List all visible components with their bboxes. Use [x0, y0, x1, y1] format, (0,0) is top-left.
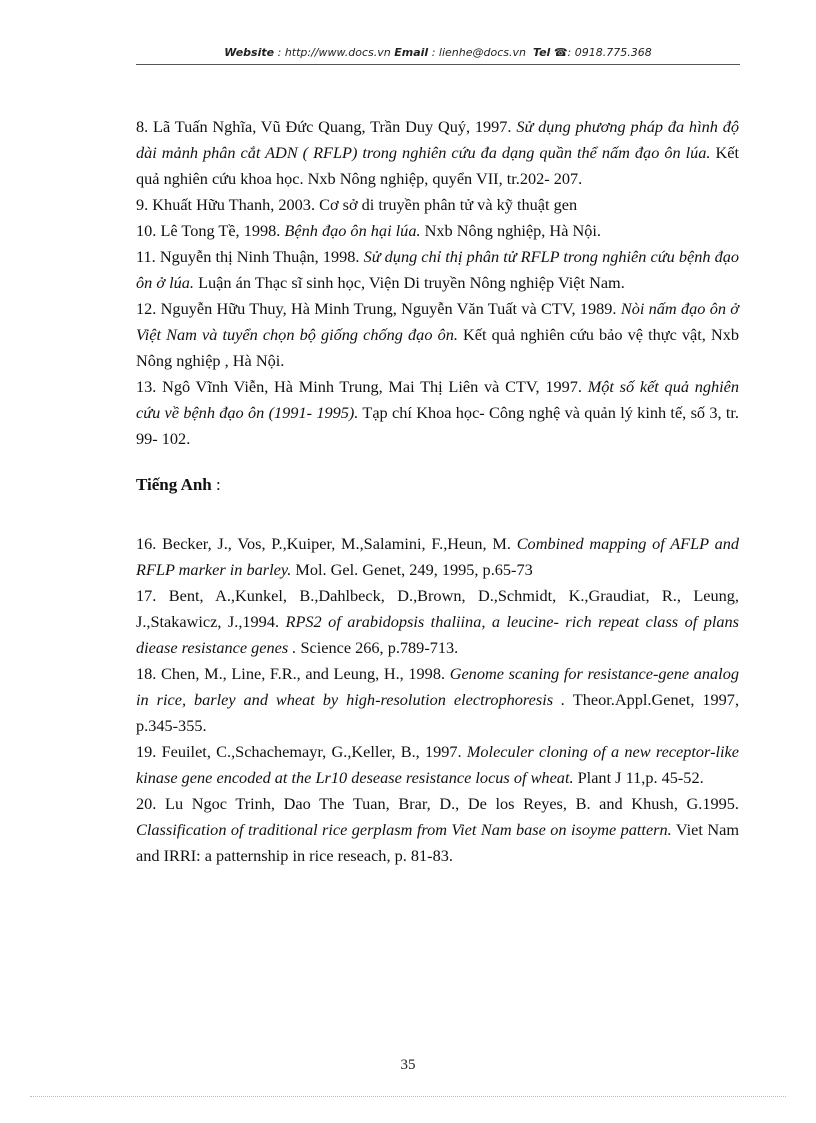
vietnamese-references: [136, 114, 739, 452]
reference-details: Luận án Thạc sĩ sinh học, Viện Di truyền Nông nghiệp Việt Nam.: [198, 273, 625, 292]
reference-details: Plant J 11,p. 45-52.: [577, 768, 704, 787]
reference-item: [136, 374, 739, 452]
reference-item: [136, 531, 739, 583]
reference-details: Viet Nam and IRRI: a patternship in rice reseach, p. 81-83.: [136, 820, 740, 865]
email-label: Email: [394, 46, 429, 59]
header-divider: [136, 64, 740, 65]
reference-details: Kết quả nghiên cứu bảo vệ thực vật, Nxb Nông nghiệp , Hà Nội.: [136, 325, 740, 370]
tel-label: Tel: [532, 46, 551, 59]
reference-authors: Bent, A.,Kunkel, B.,Dahlbeck, D.,Brown, D.,Schmidt, K.,Graudiat, R., Leung, J.,Stakawicz, J.,1994.: [136, 586, 739, 631]
reference-item: [136, 296, 739, 374]
reference-authors: Lê Tong Tề, 1998.: [160, 221, 281, 240]
website-label: Website: [224, 46, 275, 59]
reference-title: Bệnh đạo ôn hại lúa.: [284, 221, 421, 240]
reference-item: [136, 218, 739, 244]
reference-number: 17.: [136, 586, 157, 605]
reference-item: [136, 114, 739, 192]
reference-number: 9.: [136, 195, 149, 214]
reference-number: 12.: [136, 299, 157, 318]
reference-title: RPS2 of arabidopsis thaliina, a leucine- rich repeat class of plans diease resistance genes .: [136, 612, 739, 657]
reference-title: Moleculer cloning of a new receptor-like kinase gene encoded at the Lr10 desease resistance locus of wheat.: [136, 742, 739, 787]
reference-title: Một số kết quả nghiên cứu về bệnh đạo ôn (1991- 1995).: [136, 377, 740, 422]
reference-details: Tạp chí Khoa học- Công nghệ và quản lý kinh tế, số 3, tr. 99- 102.: [136, 403, 739, 448]
reference-details: Science 266, p.789-713.: [300, 638, 459, 657]
english-references: [136, 531, 739, 869]
reference-item: [136, 583, 739, 661]
reference-number: 19.: [136, 742, 157, 761]
page-number: 35: [400, 1057, 416, 1073]
tel-value: 0918.775.368: [574, 46, 652, 59]
reference-number: 10.: [136, 221, 157, 240]
reference-details: Nxb Nông nghiệp, Hà Nội.: [424, 221, 601, 240]
reference-authors: Khuất Hữu Thanh, 2003. Cơ sở di truyền phân tử và kỹ thuật gen: [152, 195, 578, 214]
reference-authors: Nguyễn Hữu Thuy, Hà Minh Trung, Nguyễn Văn Tuất và CTV, 1989.: [160, 299, 617, 318]
reference-title: Combined mapping of AFLP and RFLP marker in barley.: [136, 534, 739, 579]
reference-number: 13.: [136, 377, 157, 396]
website-url[interactable]: http://www.docs.vn: [284, 46, 391, 59]
reference-authors: Becker, J., Vos, P.,Kuiper, M.,Salamini, F.,Heun, M.: [162, 534, 511, 553]
reference-item: [136, 244, 739, 296]
reference-number: 16.: [136, 534, 157, 553]
reference-authors: Nguyễn thị Ninh Thuận, 1998.: [159, 247, 360, 266]
reference-details: Theor.Appl.Genet, 1997, p.345-355.: [136, 690, 740, 735]
reference-authors: Ngô Vĩnh Viễn, Hà Minh Trung, Mai Thị Liên và CTV, 1997.: [162, 377, 582, 396]
reference-item: [136, 192, 739, 218]
reference-item: [136, 791, 739, 869]
reference-item: [136, 661, 739, 739]
email-value[interactable]: lienhe@docs.vn: [438, 46, 526, 59]
reference-title: Nòi nấm đạo ôn ở Việt Nam và tuyển chọn bộ giống chống đạo ôn.: [136, 299, 739, 344]
reference-title: Classification of traditional rice gerplasm from Viet Nam base on isoyme pattern.: [136, 820, 672, 839]
reference-number: 11.: [136, 247, 156, 266]
reference-authors: Lu Ngoc Trinh, Dao The Tuan, Brar, D., De los Reyes, B. and Khush, G.1995.: [165, 794, 739, 813]
reference-details: Mol. Gel. Genet, 249, 1995, p.65-73: [295, 560, 533, 579]
section-heading: Tiếng Anh :: [136, 475, 221, 494]
reference-title: Sử dụng phương pháp đa hình độ dài mảnh phân cắt ADN ( RFLP) trong nghiên cứu đa dạng quần thể nấm đạo ôn lúa.: [136, 117, 739, 162]
reference-title: Sử dụng chỉ thị phân tử RFLP trong nghiên cứu bệnh đạo ôn ở lúa.: [136, 247, 739, 292]
phone-icon: ☎: [553, 46, 568, 59]
footer-divider: [30, 1096, 786, 1097]
reference-item: [136, 739, 739, 791]
reference-title: Genome scaning for resistance-gene analog in rice, barley and wheat by high-resolution electrophoresis .: [136, 664, 739, 709]
reference-number: 8.: [136, 117, 149, 136]
reference-authors: Feuilet, C.,Schachemayr, G.,Keller, B., 1997.: [161, 742, 462, 761]
references-body: [136, 114, 739, 869]
reference-number: 18.: [136, 664, 157, 683]
page-header: Website : http://www.docs.vn Email : lienhe@docs.vn Tel ☎: 0918.775.368: [224, 46, 652, 59]
reference-details: Kết quả nghiên cứu khoa học. Nxb Nông nghiệp, quyển VII, tr.202- 207.: [136, 143, 739, 188]
reference-authors: Lã Tuấn Nghĩa, Vũ Đức Quang, Trần Duy Quý, 1997.: [153, 117, 512, 136]
reference-authors: Chen, M., Line, F.R., and Leung, H., 1998.: [161, 664, 446, 683]
reference-number: 20.: [136, 794, 157, 813]
